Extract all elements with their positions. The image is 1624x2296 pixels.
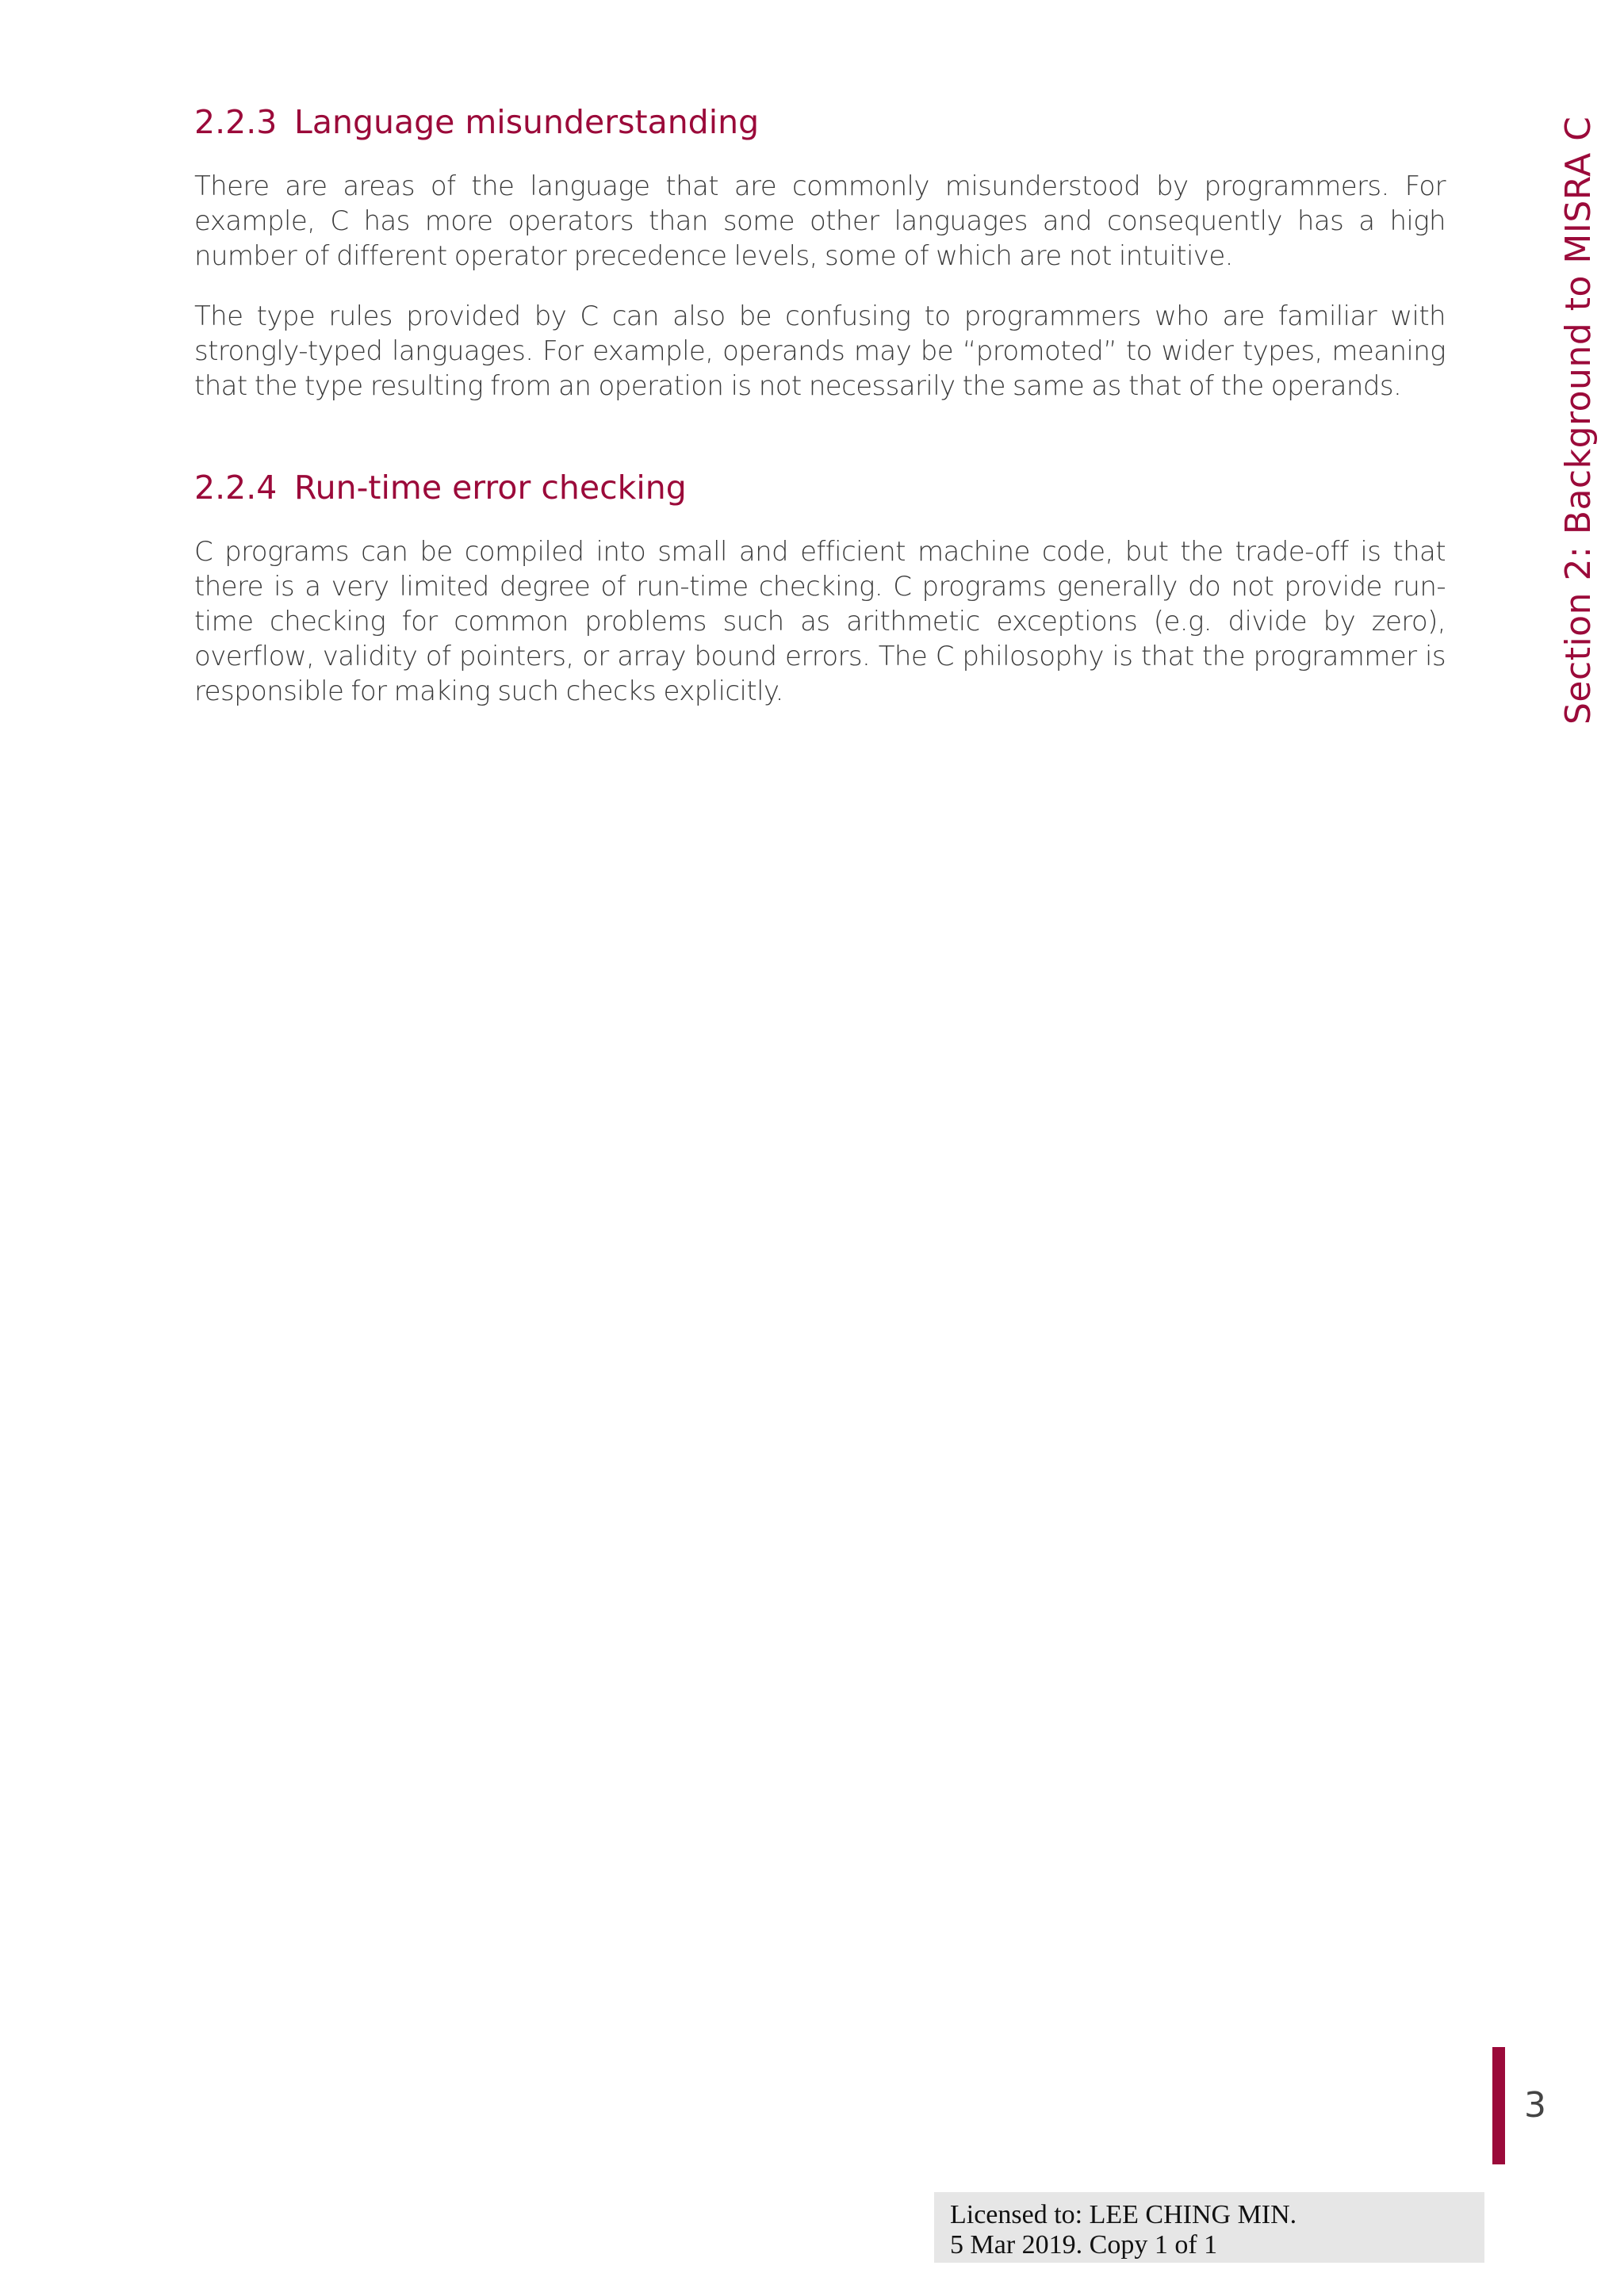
license-line-1: Licensed to: LEE CHING MIN.	[950, 2200, 1297, 2229]
section-title: Language misunderstanding	[294, 103, 760, 141]
paragraph: C programs can be compiled into small and efficient machine code, but the trade-off is that there is a very limited degree of run-time checking. C programs generally do not provide run-time checking for common problems such as arithmetic exceptions (e.g. divide by zero), overflow, validity of pointers, or array bound errors. The C philosophy is that the programmer is responsible for making such checks explicitly.	[194, 536, 1446, 708]
section-heading-2-2-3	[194, 103, 1446, 142]
side-section-label: Section 2: Background to MISRA C	[1558, 116, 1599, 725]
section-number: 2.2.4	[194, 469, 278, 507]
paragraph: There are areas of the language that are commonly misunderstood by programmers. For example, C has more operators than some other languages and consequently has a high number of different operator precedence levels, some of which are not intuitive.	[194, 170, 1446, 273]
license-line-2: 5 Mar 2019. Copy 1 of 1	[950, 2230, 1218, 2260]
section-spacer	[194, 429, 1446, 469]
license-stamp	[934, 2192, 1484, 2263]
page-number: 3	[1524, 2085, 1546, 2126]
section-heading-2-2-4	[194, 469, 1446, 507]
section-number: 2.2.3	[194, 103, 278, 141]
section-title: Run-time error checking	[294, 469, 687, 507]
page-content	[194, 103, 1446, 734]
paragraph: The type rules provided by C can also be confusing to programmers who are familiar with strongly-typed languages. For example, operands may be “promoted” to wider types, meaning that the type resulting from an operation is not necessarily the same as that of the operands.	[194, 300, 1446, 403]
page-number-bar	[1492, 2047, 1505, 2164]
